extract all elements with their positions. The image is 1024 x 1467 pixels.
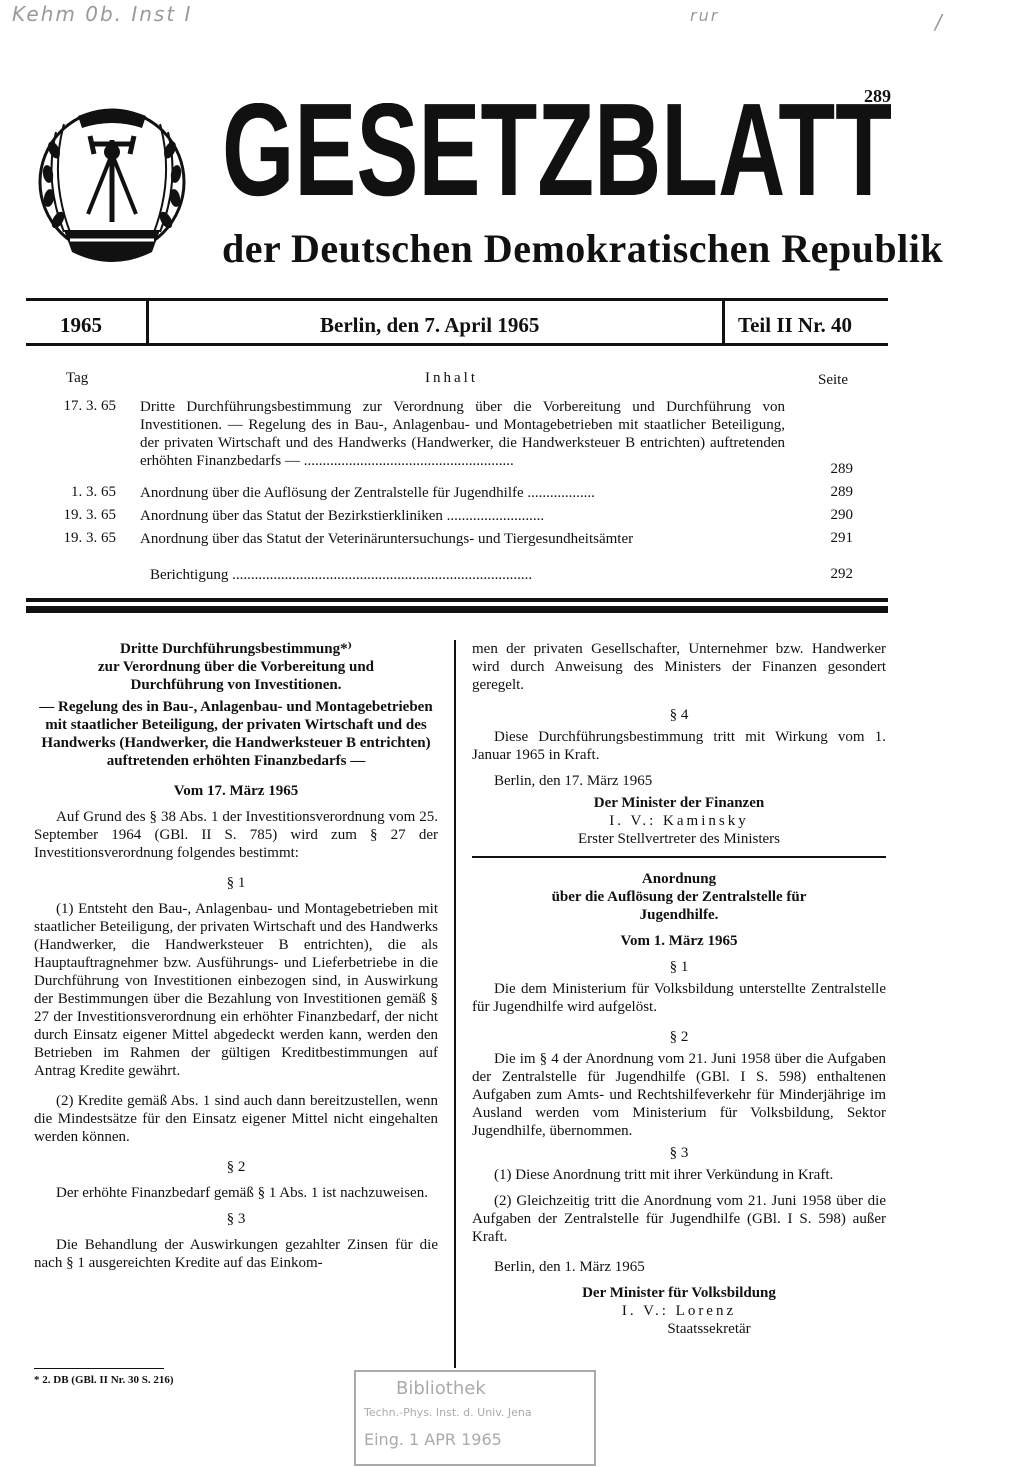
right-column — [472, 640, 886, 1338]
paragraph: Die dem Ministerium für Volksbildung unterstellte Zentralstelle für Jugendhilfe wird aufgelöst. — [472, 980, 886, 1015]
masthead-subtitle: der Deutschen Demokratischen Republik — [222, 226, 944, 271]
toc-page: 289 — [830, 461, 853, 477]
ordinance-heading: Jugendhilfe. — [639, 906, 719, 923]
toc-entry-text: Anordnung über das Statut der Veterinäruntersuchungs- und Tiergesundheitsämter — [140, 531, 634, 547]
toc-page: 291 — [830, 530, 853, 546]
toc-entry-text: Dritte Durchführungsbestimmung zur Verordnung über die Vorbereitung und Durchführung von Investitionen. — Regelung des in Bau-, Anlagenbau- und Montagebetrieben mit staatlicher Beteiligung, der privaten Wirtschaft und des Handwerks (Handwerker, die Handwerksteuer B entrichten) auftretenden erhöhten Finanzbedarfs — ........................................................ — [140, 399, 785, 469]
signatory-office: Der Minister für Volksbildung — [582, 1284, 776, 1301]
column-divider — [454, 640, 456, 1368]
toc-date: 1. 3. 65 — [71, 484, 116, 500]
paragraph: Die im § 4 der Anordnung vom 21. Juni 1958 über die Aufgaben der Zentralstelle für Jugendhilfe (GBl. I S. 598) enthaltenen Aufgaben zum Amts- und Rechtshilfeverkehr für Minderjährige im Ausland werden vom Ministerium für Volksbildung, Sektor Jugendhilfe, übernommen. — [472, 1050, 886, 1139]
ordinance-subheading: — Regelung des in Bau-, Anlagenbau- und Montagebetrieben mit staatlicher Beteiligung, der privaten Wirtschaft und des Handwerks (Handwerker, die Handwerksteuer B entrichten) auftretenden erhöhten Finanzbedarfs — — [39, 699, 433, 769]
paragraph: Der erhöhte Finanzbedarf gemäß § 1 Abs. 1 ist nachzuweisen. — [56, 1185, 428, 1201]
toc-col-seite: Seite — [818, 372, 848, 388]
stamp-line: Techn.-Phys. Inst. d. Univ. Jena — [364, 1406, 532, 1419]
paragraph: Die Behandlung der Auswirkungen gezahlter Zinsen für die nach § 1 ausgereichten Kredite auf das Einkom- — [34, 1237, 438, 1271]
masthead-title — [222, 103, 892, 203]
toc-page: 292 — [830, 566, 853, 582]
state-emblem-icon — [34, 102, 190, 270]
paragraph: (1) Entsteht den Bau-, Anlagenbau- und Montagebetrieben mit staatlicher Beteiligung, der privaten Wirtschaft und des Handwerks (Handwerker, die Handwerksteuer B entrichten), die als Hauptauftragnehmer bzw. Ausführungs- und Lieferbetriebe in die Durchführung von Investitionen einbezogen sind, in Auswirkung der Bestimmungen über die Bezahlung von Investitionen gemäß § 27 der Investitionsverordnung ein erhöhter Finanzbedarf, der nicht durch Einsatz eigener Mittel abgedeckt werden kann, werden den Betrieben im Rahmen der gültigen Kreditbestimmungen auf Antrag Kredite gewährt. — [34, 901, 438, 1079]
section-mark: § 2 — [669, 1028, 689, 1045]
paragraph: (2) Kredite gemäß Abs. 1 sind auch dann bereitzustellen, wenn die Mindestsätze für den Einsatz eigener Mittel nicht eingehalten werden können. — [34, 1093, 438, 1145]
stamp-line: Bibliothek — [396, 1378, 486, 1399]
toc-col-tag: Tag — [66, 370, 89, 386]
ordinance-heading: Dritte Durchführungsbestimmung*⁾ — [119, 641, 353, 657]
toc-date: 19. 3. 65 — [63, 530, 116, 546]
place-date: Berlin, den 17. März 1965 — [494, 773, 653, 789]
left-column — [34, 640, 438, 1272]
section-mark: § 1 — [226, 875, 246, 891]
paragraph: Diese Durchführungsbestimmung tritt mit Wirkung vom 1. Januar 1965 in Kraft. — [472, 729, 886, 763]
paragraph: (1) Diese Anordnung tritt mit ihrer Verkündung in Kraft. — [494, 1166, 834, 1183]
ordinance-heading: über die Auflösung der Zentralstelle für — [551, 888, 807, 905]
paragraph: men der privaten Gesellschafter, Unternehmer bzw. Handwerker wird durch Anweisung des Ministers der Finanzen gesondert geregelt. — [472, 641, 886, 693]
handwritten-note: Kehm 0b. Inst I — [12, 2, 193, 26]
paragraph: Auf Grund des § 38 Abs. 1 der Investitionsverordnung vom 25. September 1964 (GBl. II S. 785) wird zum § 27 der Investitionsverordnung folgendes bestimmt: — [34, 809, 438, 861]
signatory-office: Der Minister der Finanzen — [593, 795, 765, 811]
issue-bar-top-rule — [26, 298, 888, 301]
toc-end-rule-thick — [26, 606, 888, 613]
toc-page: 290 — [830, 507, 853, 523]
section-mark: § 4 — [669, 707, 689, 723]
paragraph: (2) Gleichzeitig tritt die Anordnung vom 21. Juni 1958 über die Aufgaben der Zentralstelle für Jugendhilfe (GBl. I S. 598) außer Kraft. — [472, 1192, 886, 1245]
place-date: Berlin, den 1. März 1965 — [494, 1258, 645, 1275]
toc-entry-text: Anordnung über das Statut der Bezirkstierkliniken .......................... — [140, 508, 545, 524]
toc-end-rule — [26, 598, 888, 602]
section-mark: § 2 — [226, 1159, 246, 1175]
section-mark: § 3 — [226, 1211, 246, 1227]
toc-col-inhalt: Inhalt — [425, 370, 478, 386]
ordinance-date: Vom 17. März 1965 — [173, 783, 299, 799]
library-stamp — [354, 1370, 596, 1466]
ordinance-date: Vom 1. März 1965 — [620, 932, 738, 949]
toc-page: 289 — [830, 484, 853, 500]
signatory-role: Staatssekretär — [667, 1320, 751, 1337]
footnote: * 2. DB (GBl. II Nr. 30 S. 216) — [34, 1374, 174, 1386]
issue-divider — [146, 300, 149, 344]
title-text: GESETZBLATT — [222, 103, 892, 203]
toc-entry-text: Berichtigung ................................................................................ — [150, 567, 533, 583]
signatory-name: I. V.: Lorenz — [621, 1302, 737, 1319]
section-mark: § 3 — [669, 1144, 689, 1161]
issue-divider — [722, 300, 725, 344]
ordinance-heading: zur Verordnung über die Vorbereitung und — [97, 659, 375, 675]
stamp-line: Eing. 1 APR 1965 — [364, 1430, 502, 1449]
ordinance-heading: Durchführung von Investitionen. — [130, 677, 342, 693]
issue-place-date: Berlin, den 7. April 1965 — [320, 313, 540, 337]
ordinance-heading: Anordnung — [641, 870, 717, 887]
toc-date: 17. 3. 65 — [63, 398, 116, 414]
footnote-rule — [34, 1368, 164, 1369]
issue-bar-bottom-rule — [26, 343, 888, 346]
toc-entry-text: Anordnung über die Auflösung der Zentralstelle für Jugendhilfe .................. — [140, 485, 595, 501]
handwritten-mark: rur — [690, 6, 720, 25]
issue-part: Teil II Nr. 40 — [738, 313, 852, 337]
handwritten-slash: / — [935, 10, 944, 34]
section-mark: § 1 — [669, 958, 689, 975]
signatory-role: Erster Stellvertreter des Ministers — [577, 831, 781, 847]
page-number: 289 — [864, 86, 891, 106]
toc-date: 19. 3. 65 — [63, 507, 116, 523]
issue-year: 1965 — [60, 313, 102, 337]
signatory-name: I. V.: Kaminsky — [609, 813, 749, 829]
